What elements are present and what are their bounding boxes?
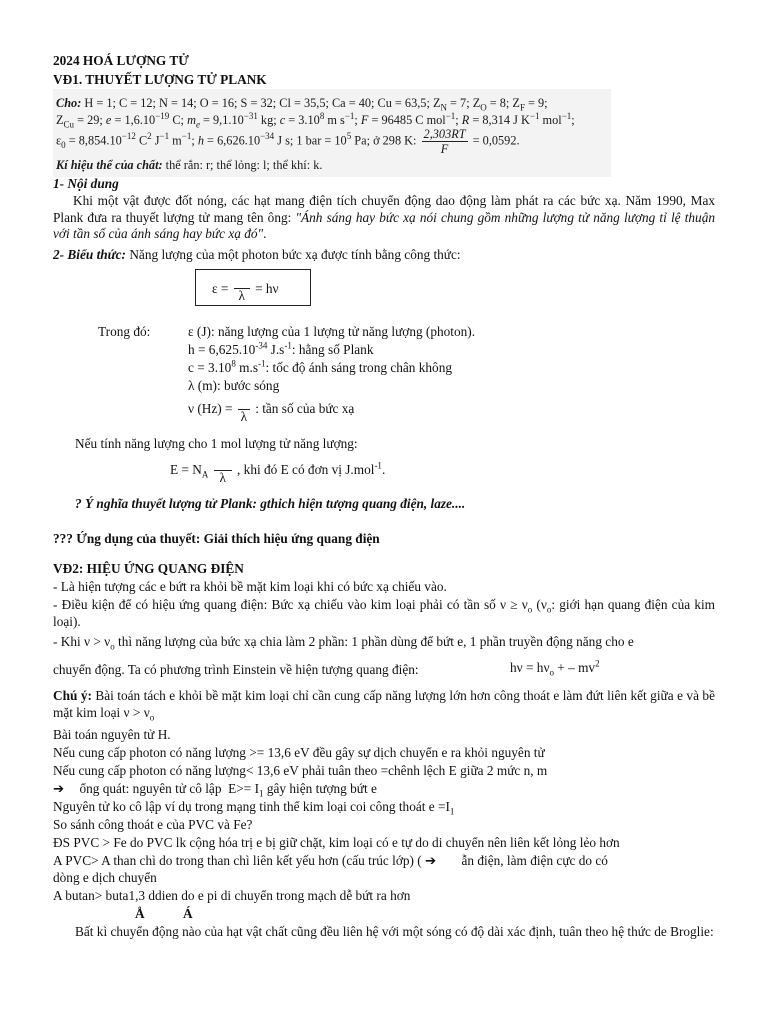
section-1-text: Khi một vật được đốt nóng, các hạt mang điện tích chuyển động dao động làm phát ra các bức xạ. Năm 1990, Max Plank đưa ra thuyết lượng tử mang tên ông: "Ánh sáng hay bức xạ nói chung gồm những lượng tử năng lượng tỉ lệ thuận với tần số của ánh sáng hay bức xạ đó". bbox=[53, 193, 715, 241]
compare-question: So sánh công thoát e của PVC và Fe? bbox=[53, 817, 253, 832]
einstein-equation: $h\nu = h\nu_o$ + – $mv^2$ bbox=[510, 658, 600, 678]
note-label: Chú ý: bbox=[53, 688, 92, 703]
definition-frequency: ν (Hz) = λ : tần số của bức xạ bbox=[188, 401, 355, 424]
photon-lt-line: Nếu cung cấp photon có năng lượng< 13,6 eV phải tuân theo =chênh lệch E giữa 2 mức n, m bbox=[53, 763, 548, 778]
h-atom-line: Bài toán nguyên tử H. bbox=[53, 727, 171, 742]
mol-formula: $E = N_A$ λ , khi đó E có đơn vị J.mol$^{-1}$. bbox=[170, 460, 386, 485]
definition-planck: $h = 6,625.10^{-34}$ $J.s^{-1}$: hằng số Plank bbox=[188, 340, 374, 357]
note-paragraph: Chú ý: Bài toán tách e khỏi bề mặt kim loại chỉ cần cung cấp năng lượng lớn hơn công thoát e làm đứt liên kết giữa e và bề mặt kim loại $\nu > \nu_o$ bbox=[53, 688, 715, 723]
constants-line-1: Cho: H = 1; C = 12; N = 14; O = 16; S = 32; Cl = 35,5; Ca = 40; Cu = 63,5; $Z_N = 7$; $Z_O = 8$; $Z_F = 9$; bbox=[56, 96, 548, 113]
angstrom-symbol-1: Å bbox=[135, 906, 145, 921]
vd2-line-2: - Điều kiện để có hiệu ứng quang điện: Bức xạ chiếu vào kim loại phải có tần số $\nu \ge \nu_o$ ($\nu_o$: giới hạn quang điện của kim loại). bbox=[53, 597, 716, 629]
state-label: Kí hiệu thể của chất: bbox=[56, 158, 163, 172]
definition-wavelength: λ (m): bước sóng bbox=[188, 378, 280, 393]
nernst-fraction: $\frac{2,303RT}{F}$ bbox=[423, 127, 466, 156]
general-line: ➔ ổng quát: nguyên tử cô lập $E>= I_1$ gây hiện tượng bứt e bbox=[53, 781, 377, 799]
section-2-heading: 2- Biểu thức: bbox=[53, 247, 126, 262]
right-arrow-icon: ➔ bbox=[53, 782, 65, 797]
angstrom-symbol-2: Á bbox=[183, 906, 193, 921]
electron-flow-line: dòng e dịch chuyển bbox=[53, 870, 157, 885]
application-line: ??? Ứng dụng của thuyết: Giải thích hiệu ứng quang điện bbox=[53, 531, 380, 546]
plank-meaning: ? Ý nghĩa thuyết lượng tử Plank: gthich hiện tượng quang điện, laze.... bbox=[75, 496, 466, 511]
constants-line-4: Kí hiệu thể của chất: thể rắn: r; thể lỏng: l; thể khí: k. bbox=[56, 158, 323, 172]
mol-text: Nếu tính năng lượng cho 1 mol lượng tử năng lượng: bbox=[75, 436, 358, 451]
definition-energy: ε (J): năng lượng của 1 lượng tử năng lượng (photon). bbox=[188, 324, 476, 339]
trong-do-label: Trong đó: bbox=[98, 324, 151, 339]
vd2-line-3: - Khi $\nu > \nu_o$ thì năng lượng của bức xạ chia làm 2 phần: 1 phần dùng để bứt e, 1 phần truyền động năng cho e bbox=[53, 634, 634, 652]
de-broglie-text: Bất kì chuyển động nào của hạt vật chất cũng đều liên hệ với một sóng có độ dài xác định, tuân theo hệ thức de Broglie: bbox=[75, 924, 714, 939]
section-2-line: 2- Biểu thức: Năng lượng của một photon bức xạ được tính bằng công thức: bbox=[53, 247, 461, 262]
plank-formula: ε = λ = hν bbox=[212, 278, 279, 303]
right-arrow-icon-2: ➔ bbox=[425, 854, 437, 869]
vd1-heading: VĐ1. THUYẾT LƯỢNG TỬ PLANK bbox=[53, 72, 267, 87]
constants-line-2: $Z_{Cu} = 29$; $e = 1,6.10^{-19}$ C; $m_e = 9,1.10^{-31}$ kg; $c = 3.10^8$ m $s^{-1}$; F = 96485 C mol$^{-1}$; R = 8,314 J $K^{-1}$ mol$^{-1}$; bbox=[56, 110, 575, 130]
constants-line-3: $\varepsilon_0 = 8,854.10^{-12}$ $C^2$ $J^{-1}$ $m^{-1}$; $h = 6,626.10^{-34}$ J s; 1 bar = $10^5$ Pa; ở 298 K: $\frac{2,303RT}{F}$ = 0,0592. bbox=[56, 127, 520, 156]
non-isolated-line: Nguyên tử ko cô lập ví dụ trong mạng tinh thể kim loại coi công thoát $e =I_1$ bbox=[53, 799, 455, 817]
vd2-line-1: - Là hiện tượng các e bứt ra khỏi bề mặt kim loại khi có bức xạ chiếu vào. bbox=[53, 579, 447, 594]
vd2-heading: VĐ2: HIỆU ỨNG QUANG ĐIỆN bbox=[53, 561, 244, 576]
constants-cho-label: Cho: bbox=[56, 96, 82, 110]
section-1-heading: 1- Nội dung bbox=[53, 176, 119, 191]
compare-answer: ĐS PVC > Fe do PVC lk cộng hóa trị e bị giữ chặt, kim loại có e tự do di chuyển nên liên kết lỏng lẻo hơn bbox=[53, 835, 620, 850]
butan-line: A butan> buta1,3 ddien do e pi di chuyển trong mạch dễ bứt ra hơn bbox=[53, 888, 411, 903]
definition-speed: $c = 3.10^8$ $m.s^{-1}$: tốc độ ánh sáng trong chân không bbox=[188, 358, 452, 375]
vd2-line-4: chuyển động. Ta có phương trình Einstein về hiện tượng quang điện: bbox=[53, 662, 419, 677]
doc-title: 2024 HOÁ LƯỢNG TỬ bbox=[53, 53, 189, 68]
photon-ge-line: Nếu cung cấp photon có năng lượng >= 13,6 eV đều gây sự dịch chuyển e ra khỏi nguyên tử bbox=[53, 745, 545, 760]
pvc-graphite-line: A PVC> A than chì do trong than chì liên kết yếu hơn (cấu trúc lớp) ( ➔ ẫn điện, làm điện cực do có bbox=[53, 853, 608, 869]
plank-formula-box bbox=[195, 269, 311, 306]
constants-box bbox=[53, 89, 611, 177]
